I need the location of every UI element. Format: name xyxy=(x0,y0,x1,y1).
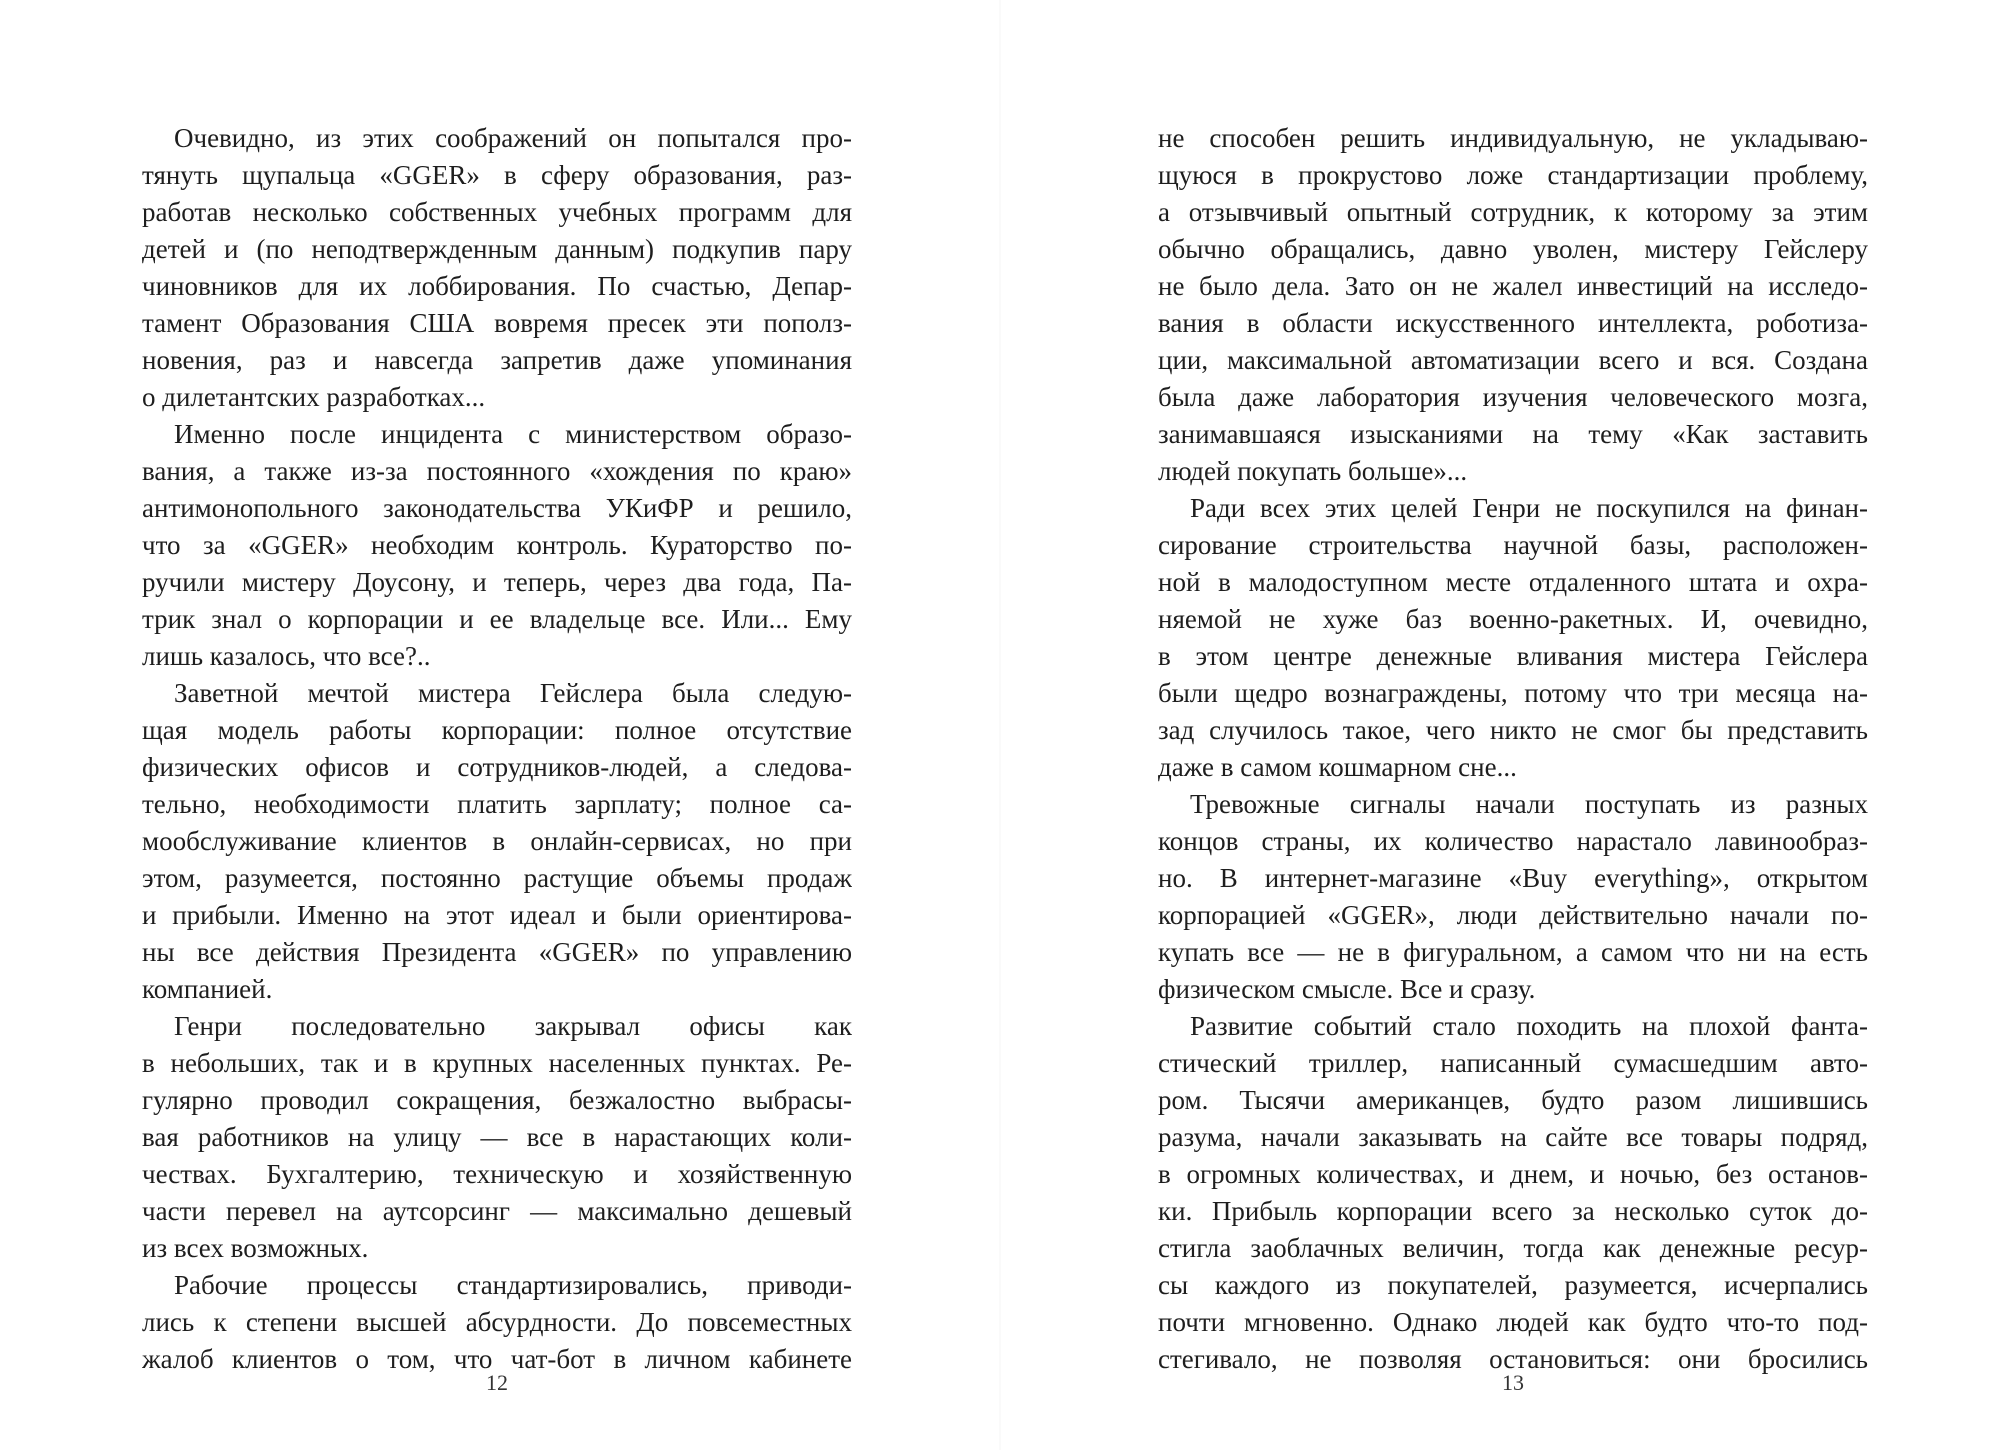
text-line: Именно после инцидента с министерством образо- xyxy=(174,419,852,449)
left-page xyxy=(142,120,852,1395)
text-line: ции, максимальной автоматизации всего и вся. Создана xyxy=(1158,345,1868,375)
text-line: разума, начали заказывать на сайте все товары подряд, xyxy=(1158,1122,1868,1152)
text-line: концов страны, их количество нарастало лавинообраз- xyxy=(1158,826,1868,856)
text-line: о дилетантских разработках... xyxy=(142,382,486,412)
text-line: Очевидно, из этих соображений он попытался про- xyxy=(174,123,852,153)
text-line: из всех возможных. xyxy=(142,1233,369,1263)
text-line: сирование строительства научной базы, расположен- xyxy=(1158,530,1868,560)
left-page-number: 12 xyxy=(486,1370,508,1395)
text-line: в этом центре денежные вливания мистера Гейслера xyxy=(1158,641,1868,671)
text-line: ки. Прибыль корпорации всего за несколько суток до- xyxy=(1158,1196,1868,1226)
right-page-number: 13 xyxy=(1502,1370,1524,1395)
text-line: ручили мистеру Доусону, и теперь, через два года, Па- xyxy=(142,567,852,597)
text-line: даже в самом кошмарном сне... xyxy=(1158,752,1517,782)
text-line: лишь казалось, что все?.. xyxy=(142,641,431,671)
text-line: ром. Тысячи американцев, будто разом лишившись xyxy=(1158,1085,1868,1115)
text-line: стигла заоблачных величин, тогда как денежные ресур- xyxy=(1158,1233,1868,1263)
text-line: занимавшаяся изысканиями на тему «Как заставить xyxy=(1158,419,1868,449)
text-line: няемой не хуже баз военно-ракетных. И, очевидно, xyxy=(1158,604,1868,634)
right-page-text xyxy=(1158,120,1868,1378)
text-line: трик знал о корпорации и ее владельце все. Или... Ему xyxy=(142,604,852,634)
text-line: тамент Образования США вовремя пресек эти пополз- xyxy=(142,308,852,338)
text-line: щая модель работы корпорации: полное отсутствие xyxy=(142,715,852,745)
text-line: Рабочие процессы стандартизировались, приводи- xyxy=(174,1270,852,1300)
text-line: и прибыли. Именно на этот идеал и были ориентирова- xyxy=(142,900,852,930)
text-line: Генри последовательно закрывал офисы как xyxy=(174,1011,852,1041)
text-line: тянуть щупальца «GGER» в сферу образования, раз- xyxy=(142,160,852,190)
text-line: корпорацией «GGER», люди действительно начали по- xyxy=(1158,900,1868,930)
text-line: в небольших, так и в крупных населенных пунктах. Ре- xyxy=(142,1048,852,1078)
text-line: части перевел на аутсорсинг — максимально дешевый xyxy=(142,1196,852,1226)
text-line: Тревожные сигналы начали поступать из разных xyxy=(1190,789,1868,819)
text-line: жалоб клиентов о том, что чат-бот в личном кабинете xyxy=(142,1344,852,1374)
text-line: но. В интернет-магазине «Buy everything», открытом xyxy=(1158,863,1868,893)
right-page xyxy=(1158,120,1868,1395)
text-line: Ради всех этих целей Генри не поскупился на финан- xyxy=(1190,493,1868,523)
text-line: вания в области искусственного интеллекта, роботиза- xyxy=(1158,308,1868,338)
text-line: зад случилось такое, чего никто не смог бы представить xyxy=(1158,715,1868,745)
text-line: тельно, необходимости платить зарплату; полное са- xyxy=(142,789,852,819)
text-line: детей и (по неподтвержденным данным) подкупив пару xyxy=(142,234,852,264)
text-line: компанией. xyxy=(142,974,273,1004)
text-line: сы каждого из покупателей, разумеется, исчерпались xyxy=(1158,1270,1868,1300)
text-line: были щедро вознаграждены, потому что три месяца на- xyxy=(1158,678,1868,708)
left-page-text xyxy=(142,120,852,1378)
text-line: была даже лаборатория изучения человеческого мозга, xyxy=(1158,382,1868,412)
text-line: физических офисов и сотрудников-людей, а следова- xyxy=(142,752,852,782)
text-line: ны все действия Президента «GGER» по управлению xyxy=(142,937,852,967)
text-line: в огромных количествах, и днем, и ночью, без останов- xyxy=(1158,1159,1868,1189)
text-line: этом, разумеется, постоянно растущие объемы продаж xyxy=(142,863,852,893)
text-line: работав несколько собственных учебных программ для xyxy=(142,197,852,227)
text-line: не было дела. Зато он не жалел инвестиций на исследо- xyxy=(1158,271,1868,301)
text-line: а отзывчивый опытный сотрудник, к которому за этим xyxy=(1158,197,1868,227)
text-line: чиновников для их лоббирования. По счастью, Депар- xyxy=(142,271,852,301)
text-line: мообслуживание клиентов в онлайн-сервисах, но при xyxy=(142,826,852,856)
page-gutter xyxy=(999,0,1001,1450)
text-line: вания, а также из-за постоянного «хождения по краю» xyxy=(142,456,852,486)
text-line: антимонопольного законодательства УКиФР и решило, xyxy=(142,493,852,523)
text-line: обычно обращались, давно уволен, мистеру Гейслеру xyxy=(1158,234,1868,264)
text-line: гулярно проводил сокращения, безжалостно выбрасы- xyxy=(142,1085,852,1115)
text-line: людей покупать больше»... xyxy=(1158,456,1468,486)
text-line: стегивало, не позволяя остановиться: они бросились xyxy=(1158,1344,1868,1374)
text-line: купать все — не в фигуральном, а самом что ни на есть xyxy=(1158,937,1868,967)
text-line: что за «GGER» необходим контроль. Кураторство по- xyxy=(142,530,852,560)
text-line: стический триллер, написанный сумасшедшим авто- xyxy=(1158,1048,1868,1078)
text-line: лись к степени высшей абсурдности. До повсеместных xyxy=(142,1307,852,1337)
text-line: чествах. Бухгалтерию, техническую и хозяйственную xyxy=(142,1159,852,1189)
text-line: Развитие событий стало походить на плохой фанта- xyxy=(1190,1011,1868,1041)
text-line: Заветной мечтой мистера Гейслера была следую- xyxy=(174,678,852,708)
text-line: вая работников на улицу — все в нарастающих коли- xyxy=(142,1122,852,1152)
text-line: щуюся в прокрустово ложе стандартизации проблему, xyxy=(1158,160,1868,190)
text-line: физическом смысле. Все и сразу. xyxy=(1158,974,1536,1004)
text-line: не способен решить индивидуальную, не укладываю- xyxy=(1158,123,1868,153)
text-line: новения, раз и навсегда запретив даже упоминания xyxy=(142,345,852,375)
text-line: ной в малодоступном месте отдаленного штата и охра- xyxy=(1158,567,1868,597)
text-line: почти мгновенно. Однако людей как будто что-то под- xyxy=(1158,1307,1868,1337)
